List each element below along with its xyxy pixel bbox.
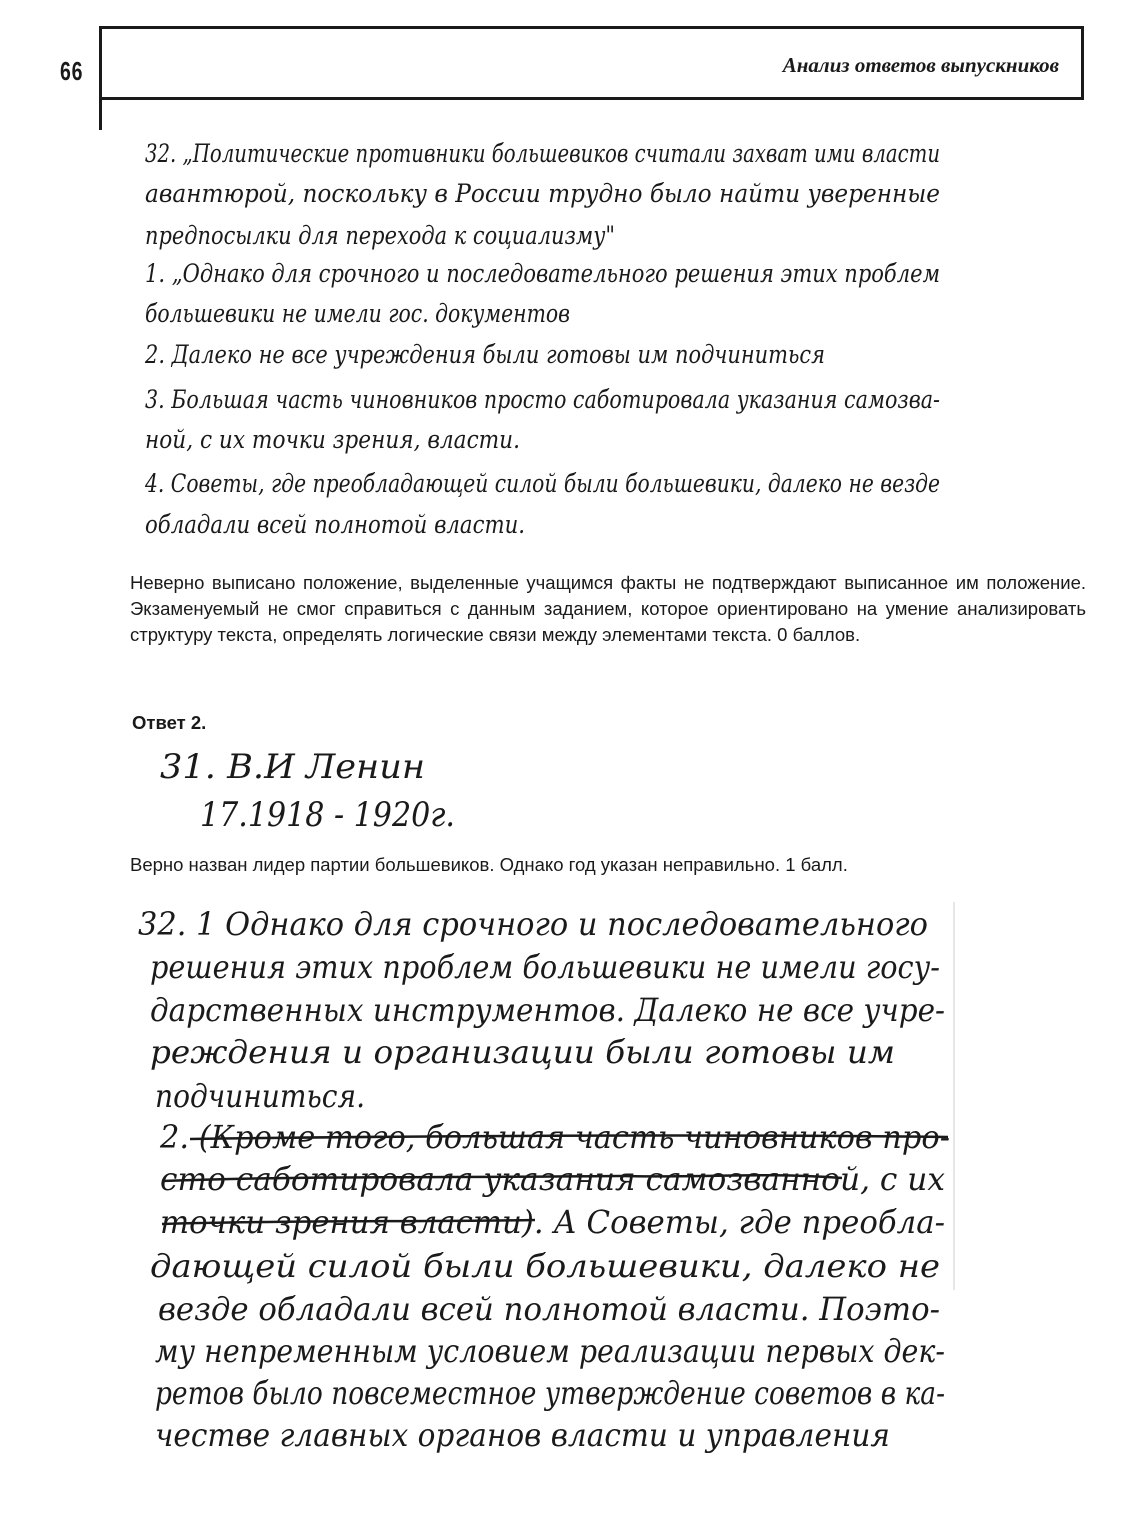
hw1-line: большевики не имели гос. документов: [145, 299, 570, 328]
answer-2-label: Ответ 2.: [132, 712, 207, 733]
hw1-line: обладали всей полнотой власти.: [145, 510, 525, 539]
hw3-line: подчиниться.: [155, 1077, 365, 1115]
hw3-line: дающей силой были большевики, далеко не: [150, 1247, 940, 1285]
handwritten-answer-1: [144, 139, 940, 539]
handwritten-answer-3: [138, 905, 950, 1454]
header-divider: [99, 98, 102, 130]
hw3-line: ретов было повсеместное утверждение советов в ка-: [155, 1374, 945, 1412]
grader-comment-2: Верно назван лидер партии большевиков. Однако год указан неправильно. 1 балл.: [130, 854, 848, 875]
strikethrough-line: [620, 1175, 842, 1178]
hw3-line: реждения и организации были готовы им: [150, 1033, 895, 1071]
hw1-line: 1. „Однако для срочного и последовательного решения этих проблем: [145, 259, 940, 288]
hw3-line: му непременным условием реализации первых дек-: [155, 1332, 945, 1370]
hw2-line: 17.1918 - 1920г.: [200, 795, 455, 835]
grader-comment-1: Неверно выписано положение, выделенные учащимся факты не подтверждают выписанное им положение. Экзаменуемый не смог справиться с данным заданием, которое ориентировано на умение анализировать структуру текста, определять логические связи между элементами текста. 0 баллов.: [130, 572, 1086, 645]
hw3-line: дарственных инструментов. Далеко не все учре-: [150, 991, 945, 1029]
handwritten-answer-2: [160, 747, 455, 835]
hw1-line: авантюрой, поскольку в России трудно было найти уверенные: [145, 179, 940, 208]
hw1-line: ной, с их точки зрения, власти.: [145, 425, 520, 454]
header-title: Анализ ответов выпускников: [782, 53, 1059, 77]
page-number: 66: [60, 56, 84, 86]
strikethrough-line: [162, 1176, 620, 1181]
hw1-line: 4. Советы, где преобладающей силой были большевики, далеко не везде: [144, 469, 940, 498]
hw1-line: 32. „Политические противники большевиков считали захват ими власти: [145, 139, 940, 168]
strikethrough-line: [190, 1136, 948, 1139]
hw1-line: предпосылки для перехода к социализму": [145, 221, 615, 250]
hw2-line: 31. В.И Ленин: [160, 747, 425, 787]
hw1-line: 2. Далеко не все учреждения были готовы им подчиниться: [144, 340, 825, 369]
hw1-line: 3. Большая часть чиновников просто саботировала указания самозва-: [145, 385, 940, 414]
hw3-line: решения этих проблем большевики не имели госу-: [150, 948, 940, 986]
hw3-line: 32. 1 Однако для срочного и последовательного: [138, 905, 928, 943]
hw3-line-struck: сто саботировала указания самозванной, с их: [160, 1160, 945, 1198]
strikethrough-line: [162, 1220, 535, 1224]
hw3-line-struck: 2. (Кроме того, большая часть чиновников про-: [159, 1118, 950, 1156]
hw3-line: везде обладали всей полнотой власти. Поэто-: [158, 1290, 940, 1328]
strikethrough-marks: [162, 1136, 948, 1224]
page-header: [99, 26, 1084, 100]
hw3-line: честве главных органов власти и управления: [155, 1416, 890, 1454]
hw3-line: точки зрения власти). А Советы, где преобла-: [160, 1203, 945, 1241]
